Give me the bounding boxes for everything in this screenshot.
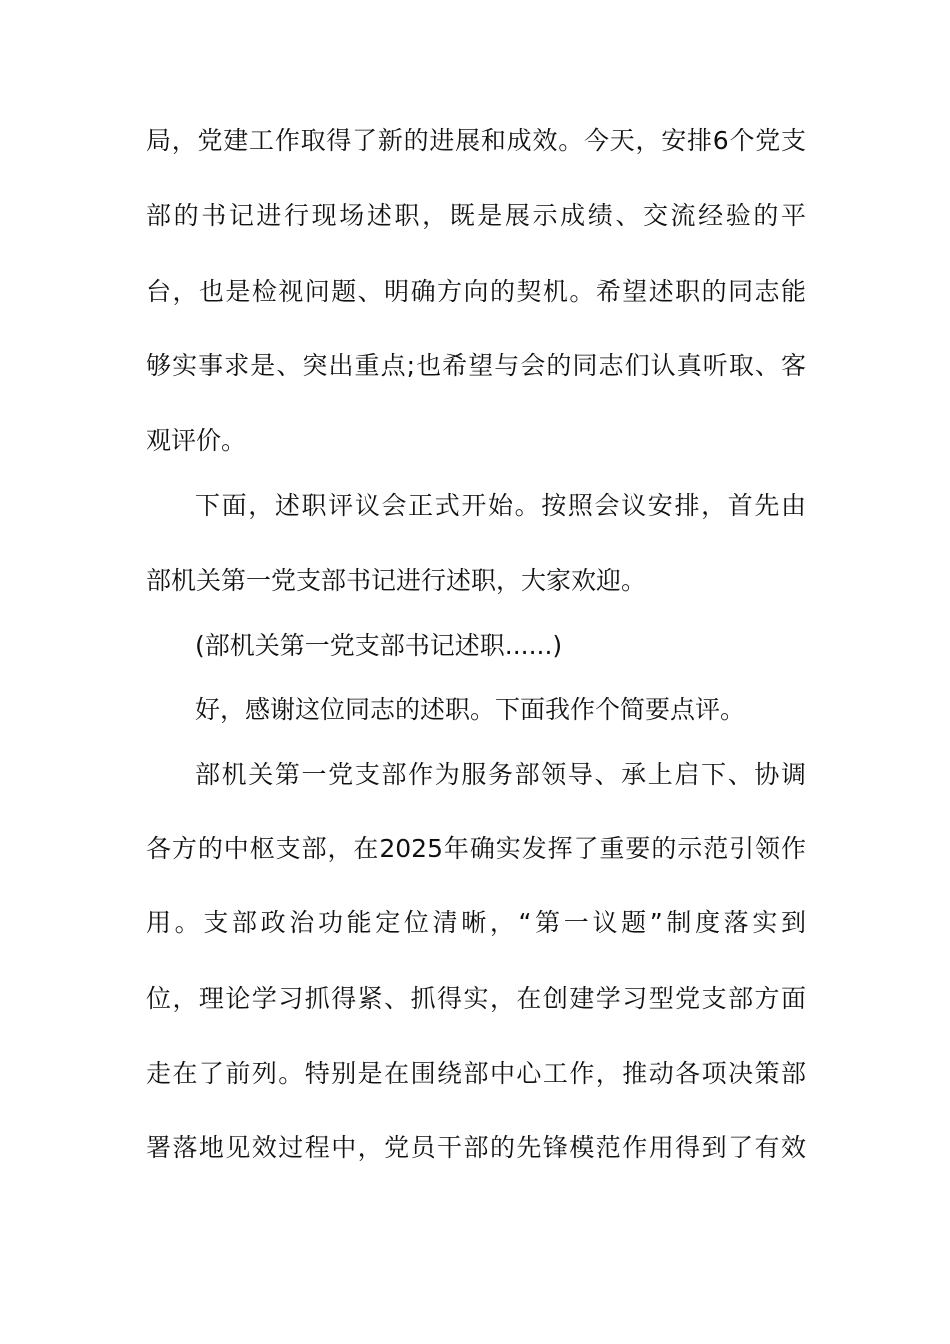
paragraph-first-line: (部机关第一党支部书记述职......) [195, 631, 563, 660]
text-line: 台，也是检视问题、明确方向的契机。希望述职的同志能 [146, 277, 806, 306]
paragraph-first-line: 好，感谢这位同志的述职。下面我作个简要点评。 [195, 695, 746, 724]
text-line: 位，理论学习抓得紧、抓得实，在创建学习型党支部方面 [146, 984, 806, 1013]
text-line: 走在了前列。特别是在围绕部中心工作，推动各项决策部 [146, 1059, 806, 1088]
text-line: 各方的中枢支部，在2025年确实发挥了重要的示范引领作 [146, 834, 806, 863]
text-line: 用。支部政治功能定位清晰，“第一议题”制度落实到 [146, 908, 806, 937]
text-line: 局，党建工作取得了新的进展和成效。今天，安排6个党支 [146, 126, 806, 155]
text-line: 署落地见效过程中，党员干部的先锋模范作用得到了有效 [146, 1133, 806, 1162]
text-line: 部的书记进行现场述职，既是展示成绩、交流经验的平 [146, 201, 806, 230]
text-line: 观评价。 [146, 426, 247, 455]
paragraph-first-line: 部机关第一党支部作为服务部领导、承上启下、协调 [195, 760, 806, 789]
text-line: 够实事求是、突出重点;也希望与会的同志们认真听取、客 [146, 351, 806, 380]
paragraph-first-line: 下面，述职评议会正式开始。按照会议安排，首先由 [195, 491, 806, 520]
text-line: 部机关第一党支部书记进行述职，大家欢迎。 [146, 566, 647, 595]
